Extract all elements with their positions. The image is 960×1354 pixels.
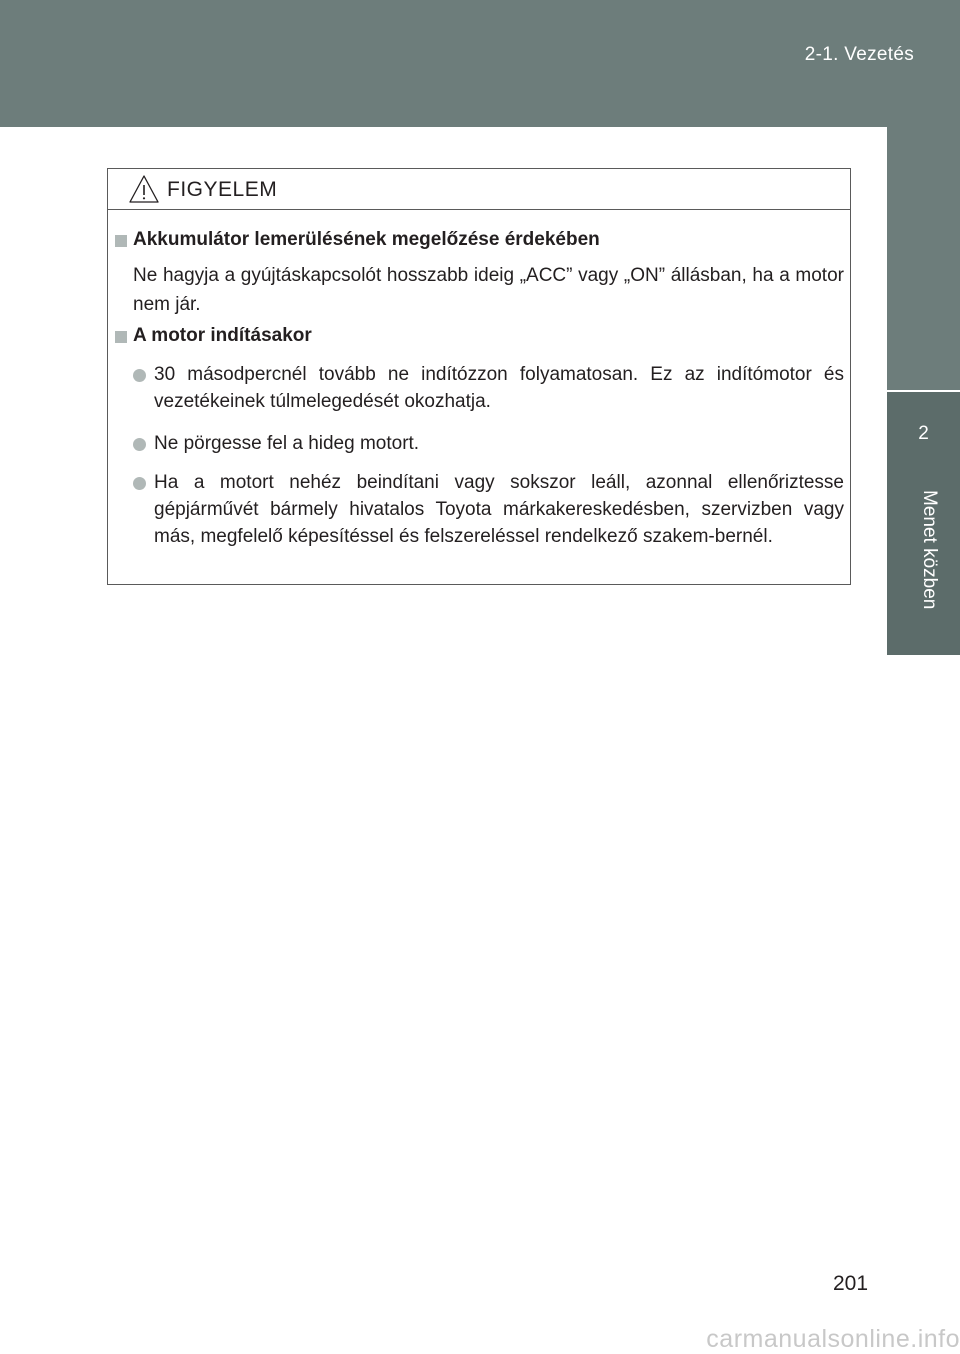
circle-bullet-icon: [133, 438, 146, 451]
page-number: 201: [833, 1272, 869, 1295]
header-bar: [0, 0, 960, 127]
list-item: Ha a motort nehéz beindítani vagy sokszor leáll, azonnal ellenőriztesse gépjárművét bármely hivatalos Toyota márkakereskedésben, szervizben vagy más, megfelelő képesítéssel és felszereléssel rendelkező szakem-bernél.: [154, 472, 844, 547]
watermark: carmanualsonline.info: [706, 1325, 960, 1353]
warning-box: [107, 168, 851, 585]
square-bullet-icon: [115, 331, 127, 343]
circle-bullet-icon: [133, 369, 146, 382]
warning-title: FIGYELEM: [167, 178, 278, 201]
chapter-label: Menet közben: [919, 490, 940, 610]
side-tab-upper: [887, 127, 960, 392]
warning-triangle-icon: [128, 174, 160, 204]
warning-header: [108, 169, 850, 210]
section-heading: A motor indításakor: [133, 325, 312, 346]
section-title: 2-1. Vezetés: [804, 44, 914, 65]
list-item: 30 másodpercnél tovább ne indítózzon folyamatosan. Ez az indítómotor és vezetékeinek túlmelegedését okozhatja.: [154, 364, 844, 412]
list-item: Ne pörgesse fel a hideg motort.: [154, 433, 420, 454]
circle-bullet-icon: [133, 477, 146, 490]
section-heading: Akkumulátor lemerülésének megelőzése érdekében: [133, 229, 600, 250]
chapter-number: 2: [918, 423, 929, 444]
square-bullet-icon: [115, 235, 127, 247]
section-paragraph: Ne hagyja a gyújtáskapcsolót hosszabb ideig „ACC” vagy „ON” állásban, ha a motor nem jár.: [133, 265, 844, 315]
